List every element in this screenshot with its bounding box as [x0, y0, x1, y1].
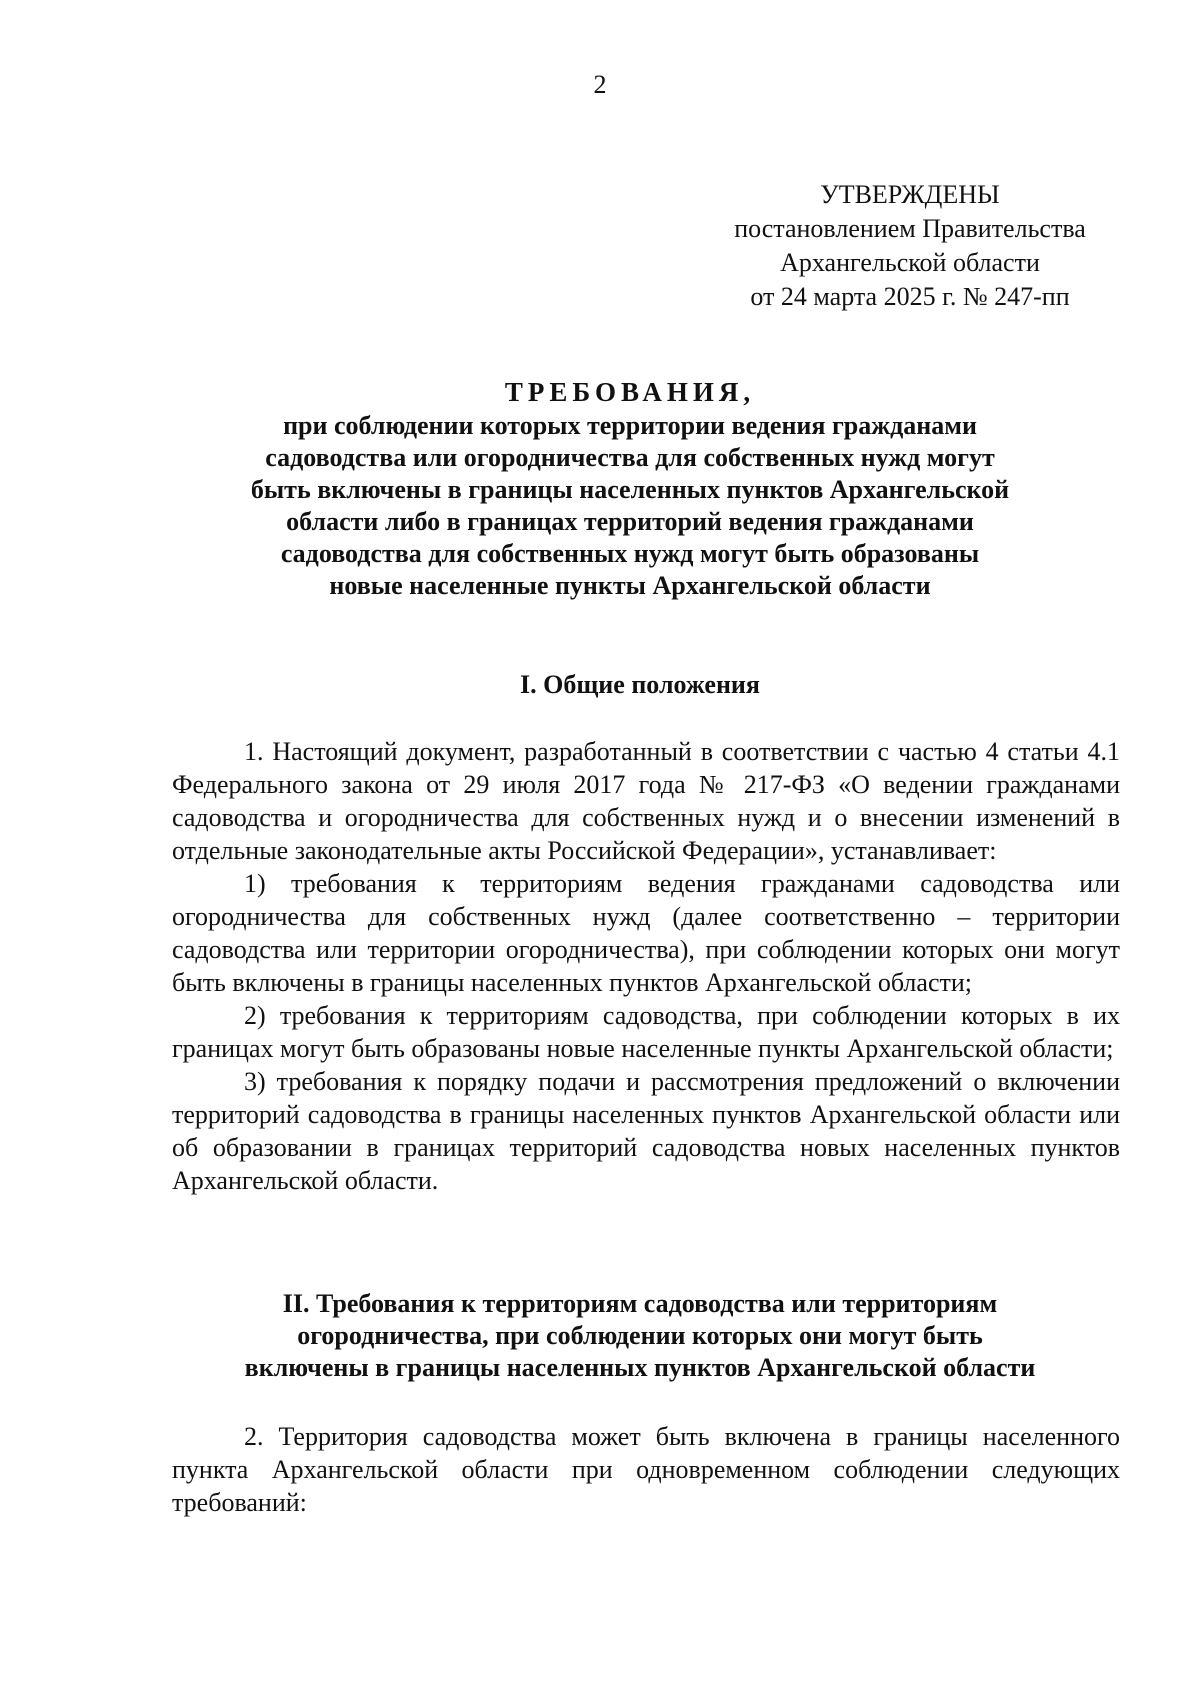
paragraph: 3) требования к порядку подачи и рассмотрения предложений о включении территорий садоводства в границы населенных пунктов Архангельской области или об образовании в границах территорий садоводства новых населенных пунктов Архангельской области. — [172, 1067, 1120, 1195]
section-2-body — [172, 1420, 1120, 1519]
section-heading-line: I. Общие положения — [520, 670, 760, 699]
section-heading-line: включены в границы населенных пунктов Архангельской области — [244, 1353, 1036, 1382]
document-title — [170, 376, 1090, 602]
approval-line: УТВЕРЖДЕНЫ — [820, 180, 1000, 209]
title-line: при соблюдении которых территории ведения гражданами — [283, 411, 977, 440]
approval-line: постановлением Правительства — [734, 214, 1086, 243]
section-heading-line: огородничества, при соблюдении которых они могут быть — [297, 1321, 983, 1350]
approval-line: от 24 марта 2025 г. № 247-пп — [750, 282, 1070, 311]
paragraph: 2) требования к территориям садоводства, при соблюдении которых в их границах могут быть образованы новые населенные пункты Архангельской области; — [172, 1001, 1120, 1063]
section-heading-line: II. Требования к территориям садоводства или территориям — [282, 1289, 998, 1318]
document-title-subtitle — [170, 410, 1090, 602]
paragraph: 2. Территория садоводства может быть включена в границы населенного пункта Архангельской области при одновременном соблюдении следующих требований: — [172, 1422, 1120, 1517]
document-title-main: ТРЕБОВАНИЯ, — [504, 377, 756, 407]
title-line: садоводства для собственных нужд могут быть образованы — [280, 539, 980, 568]
title-line: быть включены в границы населенных пунктов Архангельской — [250, 475, 1010, 504]
paragraph: 1) требования к территориям ведения гражданами садоводства или огородничества для собственных нужд (далее соответственно – территории садоводства или территории огородничества), при соблюдении которых они могут быть включены в границы населенных пунктов Архангельской области; — [172, 869, 1120, 997]
title-line: области либо в границах территорий ведения гражданами — [286, 507, 974, 536]
section-1-body — [172, 735, 1120, 1197]
section-2-heading — [120, 1288, 1160, 1384]
approval-stamp — [720, 178, 1100, 314]
paragraph: 1. Настоящий документ, разработанный в соответствии с частью 4 статьи 4.1 Федерального закона от 29 июля 2017 года № 217-ФЗ «О ведении гражданами садоводства и огородничества для собственных нужд и о внесении изменений в отдельные законодательные акты Российской Федерации», устанавливает: — [172, 737, 1120, 865]
title-line: садоводства или огородничества для собственных нужд могут — [265, 443, 995, 472]
page-number: 2 — [593, 70, 607, 99]
approval-line: Архангельской области — [780, 248, 1040, 277]
section-1-heading — [120, 669, 1160, 701]
title-line: новые населенные пункты Архангельской области — [329, 571, 931, 600]
